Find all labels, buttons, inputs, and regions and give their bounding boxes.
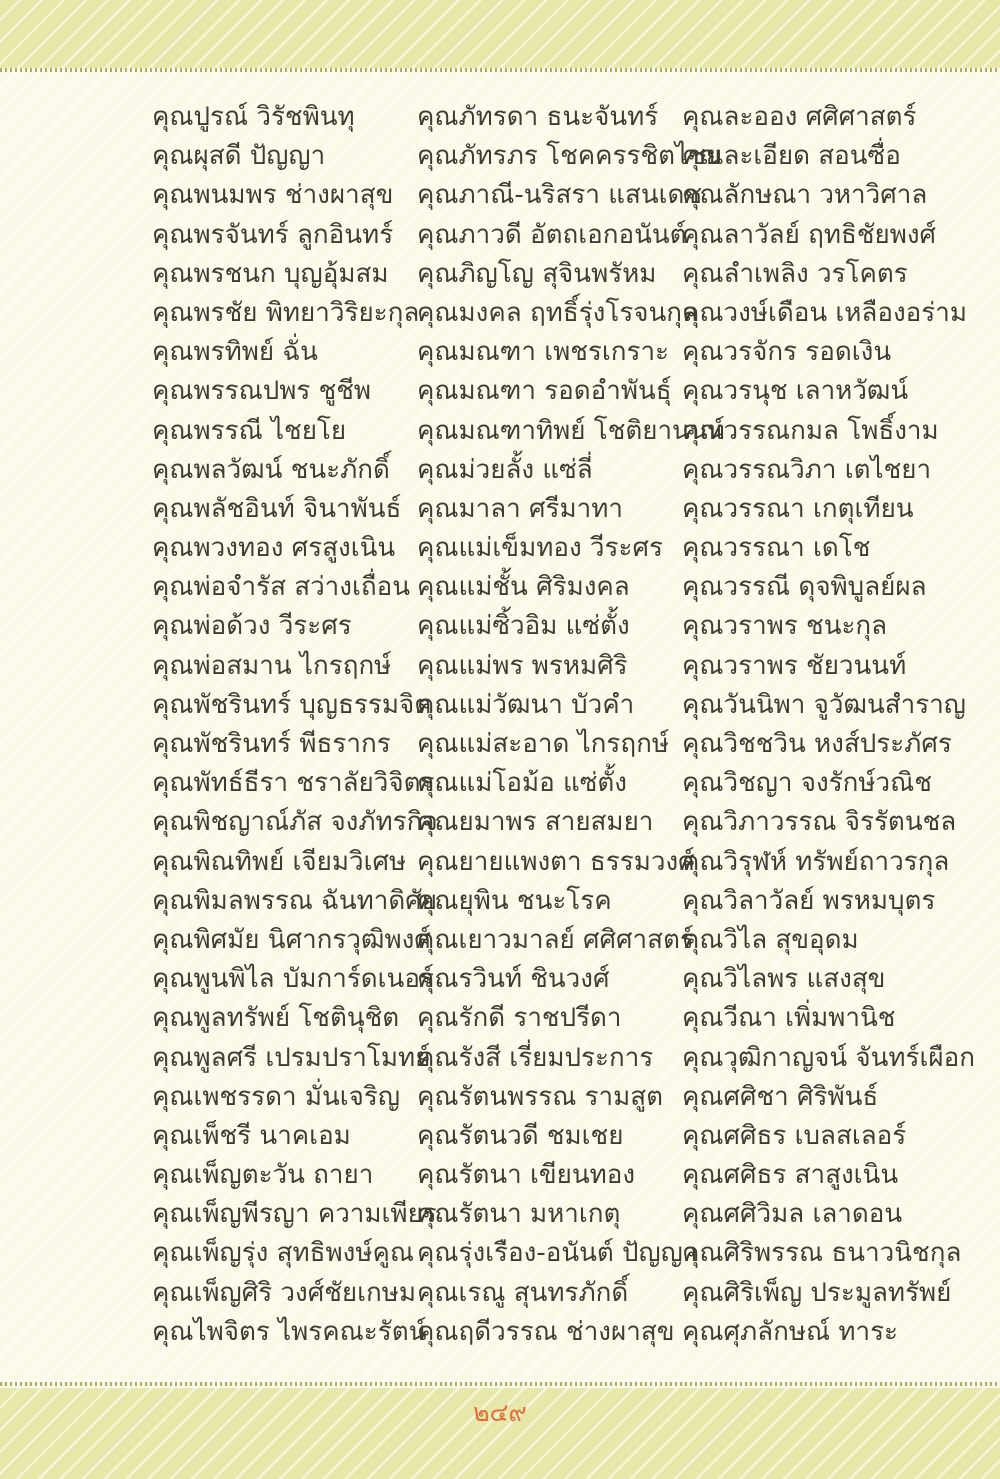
- list-item: คุณพัทธ์ธีรา ชราลัยวิจิตร: [152, 768, 435, 799]
- list-item: คุณรัตนา มหาเกตุ: [417, 1199, 621, 1230]
- list-item: คุณมณฑา เพชรเกราะ: [417, 337, 670, 368]
- list-item: คุณแม่ชั้น ศิริมงคล: [417, 572, 630, 603]
- list-item: คุณพูลศรี เปรมปราโมทย์: [152, 1042, 431, 1073]
- list-item: คุณพวงทอง ศรสูงเนิน: [152, 533, 396, 564]
- list-item: คุณวีณา เพิ่มพานิช: [682, 1003, 896, 1034]
- list-item: คุณรังสี เรี่ยมประการ: [417, 1042, 654, 1073]
- list-item: คุณมงคล ฤทธิ์รุ่งโรจนกุล: [417, 297, 698, 328]
- list-item: คุณศุภลักษณ์ ทาระ: [682, 1316, 899, 1347]
- list-item: คุณมณฑาทิพย์ โชติยานนท์: [417, 415, 725, 446]
- list-item: คุณศศิวิมล เลาดอน: [682, 1199, 903, 1230]
- list-item: คุณภิญโญ สุจินพรัหม: [417, 258, 657, 289]
- list-item: คุณแม่สะอาด ไกรฤกษ์: [417, 729, 670, 759]
- list-item: คุณวรรณี ดุจพิบูลย์ผล: [682, 572, 927, 603]
- list-item: คุณวิภาวรรณ จิรรัตนชล: [682, 807, 957, 838]
- list-item: คุณวันนิพา จูวัฒนสำราญ: [682, 689, 966, 720]
- list-item: คุณวราพร ชัยวนนท์: [682, 650, 907, 681]
- list-item: คุณม่วยลั้ง แซ่ลี่: [417, 454, 593, 485]
- list-item: คุณรวินท์ ชินวงศ์: [417, 964, 610, 995]
- list-item: คุณลักษณา วหาวิศาล: [682, 180, 928, 211]
- list-item: คุณแม่เข็มทอง วีระศร: [417, 533, 663, 564]
- list-item: คุณรัตนวดี ชมเชย: [417, 1120, 624, 1151]
- list-item: คุณพรรณปพร ชูชีพ: [152, 376, 372, 407]
- list-item: คุณแม่พร พรหมศิริ: [417, 650, 628, 681]
- list-item: คุณลาวัลย์ ฤทธิชัยพงศ์: [682, 219, 937, 250]
- list-item: คุณพรชัย พิทยาวิริยะกุล: [152, 297, 420, 328]
- list-item: คุณลำเพลิง วรโคตร: [682, 258, 908, 289]
- list-item: คุณวงษ์เดือน เหลืองอร่าม: [682, 297, 967, 328]
- list-item: คุณเพ็ญศิริ วงศ์ชัยเกษม: [152, 1277, 417, 1308]
- top-border-band: [0, 0, 1000, 68]
- list-item: คุณยายแพงตา ธรรมวงศ์: [417, 846, 695, 877]
- list-item: คุณรัตนพรรณ รามสูต: [417, 1081, 664, 1112]
- list-item: คุณวิรุฬห์ ทรัพย์ถาวรกุล: [682, 846, 950, 877]
- list-item: คุณมาลา ศรีมาทา: [417, 493, 623, 524]
- list-item: คุณเพ็ชรี นาคเอม: [152, 1120, 351, 1151]
- list-item: คุณเพ็ญพีรญา ความเพียร: [152, 1199, 437, 1230]
- list-item: คุณวิไลพร แสงสุข: [682, 964, 886, 995]
- list-item: คุณวรรณา เกตุเทียน: [682, 493, 914, 524]
- list-item: คุณพนมพร ช่างผาสุข: [152, 180, 394, 211]
- list-item: คุณวุฒิกาญจน์ จันทร์เผือก: [682, 1042, 975, 1073]
- list-item: คุณปูรณ์ วิรัชพินทุ: [152, 102, 355, 132]
- list-item: คุณพัชรินทร์ พีธรากร: [152, 729, 391, 759]
- list-item: คุณพรรณี ไชยโย: [152, 415, 347, 446]
- list-item: คุณวิชชวิน หงส์ประภัศร: [682, 729, 952, 759]
- names-column-1: [152, 98, 438, 1352]
- list-item: คุณผุสดี ปัญญา: [152, 141, 326, 172]
- list-item: คุณพ่อด้วง วีระศร: [152, 611, 352, 642]
- list-item: คุณวรรณวิภา เตไชยา: [682, 454, 932, 485]
- list-item: คุณพูลทรัพย์ โชตินุชิต: [152, 1003, 400, 1034]
- list-item: คุณละออง ศศิศาสตร์: [682, 102, 917, 132]
- list-item: คุณเพชรรดา มั่นเจริญ: [152, 1081, 401, 1112]
- list-item: คุณวราพร ชนะกุล: [682, 611, 888, 642]
- list-item: คุณเยาวมาลย์ ศศิศาสตร์: [417, 924, 694, 955]
- list-item: คุณพ่อจำรัส สว่างเถื่อน: [152, 572, 410, 603]
- list-item: คุณวรรณา เดโช: [682, 533, 871, 564]
- list-item: คุณแม่ซิ้วอิม แซ่ตั้ง: [417, 611, 630, 642]
- list-item: คุณภาวดี อัตถเอกอนันต์: [417, 219, 687, 250]
- list-item: คุณยุพิน ชนะโรค: [417, 885, 612, 916]
- list-item: คุณรุ่งเรือง-อนันต์ ปัญญา: [417, 1238, 698, 1269]
- list-item: คุณพูนพิไล บัมการ์ดเนอร์: [152, 964, 434, 995]
- list-item: คุณรักดี ราชปรีดา: [417, 1003, 622, 1034]
- list-item: คุณฤดีวรรณ ช่างผาสุข: [417, 1316, 675, 1347]
- list-item: คุณศศิชา ศิริพันธ์: [682, 1081, 879, 1112]
- names-column-3: [682, 98, 975, 1352]
- list-item: คุณพิณทิพย์ เจียมวิเศษ: [152, 846, 407, 877]
- list-item: คุณศศิธร เบลสเลอร์: [682, 1120, 907, 1151]
- list-item: คุณพรจันทร์ ลูกอินทร์: [152, 219, 394, 250]
- list-item: คุณพัชรินทร์ บุญธรรมจิต: [152, 689, 432, 720]
- list-item: คุณวิลาวัลย์ พรหมบุตร: [682, 885, 936, 916]
- list-item: คุณพลัชอินท์ จินาพันธ์: [152, 493, 402, 524]
- page-number: ๒๔๙: [473, 1398, 527, 1427]
- list-item: คุณเพ็ญตะวัน ถายา: [152, 1160, 374, 1191]
- list-item: คุณพิศมัย นิศากรวุฒิพงศ์: [152, 924, 431, 955]
- list-item: คุณพรชนก บุญอุ้มสม: [152, 258, 389, 289]
- list-item: คุณพ่อสมาน ไกรฤกษ์: [152, 650, 392, 681]
- list-item: คุณภัทรดา ธนะจันทร์: [417, 102, 659, 132]
- list-item: คุณไพจิตร ไพรคณะรัตน์: [152, 1316, 427, 1347]
- list-item: คุณละเอียด สอนซื่อ: [682, 141, 901, 172]
- names-column-2: [417, 98, 725, 1352]
- list-item: คุณภัทรภร โชคครรชิตไชย: [417, 141, 721, 172]
- list-item: คุณพลวัฒน์ ชนะภักดิ์: [152, 454, 390, 485]
- list-item: คุณภาณี-นริสรา แสนเดช: [417, 180, 703, 211]
- list-item: คุณศิริพรรณ ธนาวนิชกุล: [682, 1238, 962, 1269]
- top-dotted-separator: [0, 68, 1000, 72]
- list-item: คุณพิมลพรรณ ฉันทาดิศัย: [152, 885, 438, 916]
- list-item: คุณวรจักร รอดเงิน: [682, 337, 892, 368]
- list-item: คุณพิชญาณ์ภัส จงภัทรกิจ: [152, 807, 438, 838]
- list-item: คุณวรนุช เลาหวัฒน์: [682, 376, 909, 407]
- list-item: คุณแม่โอม้อ แซ่ตั้ง: [417, 768, 627, 799]
- names-list: [152, 98, 975, 1352]
- list-item: คุณวิไล สุขอุดม: [682, 924, 859, 955]
- list-item: คุณยมาพร สายสมยา: [417, 807, 654, 838]
- list-item: คุณรัตนา เขียนทอง: [417, 1160, 636, 1191]
- list-item: คุณศศิธร สาสูงเนิน: [682, 1160, 899, 1191]
- list-item: คุณเรณู สุนทรภักดิ์: [417, 1277, 629, 1308]
- list-item: คุณวรรณกมล โพธิ์งาม: [682, 415, 939, 446]
- bottom-dotted-separator: [0, 1382, 1000, 1386]
- list-item: คุณศิริเพ็ญ ประมูลทรัพย์: [682, 1277, 952, 1308]
- list-item: คุณแม่วัฒนา บัวคำ: [417, 689, 635, 720]
- list-item: คุณมณฑา รอดอำพันธุ์: [417, 376, 672, 407]
- list-item: คุณพรทิพย์ ฉั่น: [152, 337, 318, 368]
- list-item: คุณเพ็ญรุ่ง สุทธิพงษ์คูณ: [152, 1238, 414, 1269]
- list-item: คุณวิชญา จงรักษ์วณิช: [682, 768, 932, 799]
